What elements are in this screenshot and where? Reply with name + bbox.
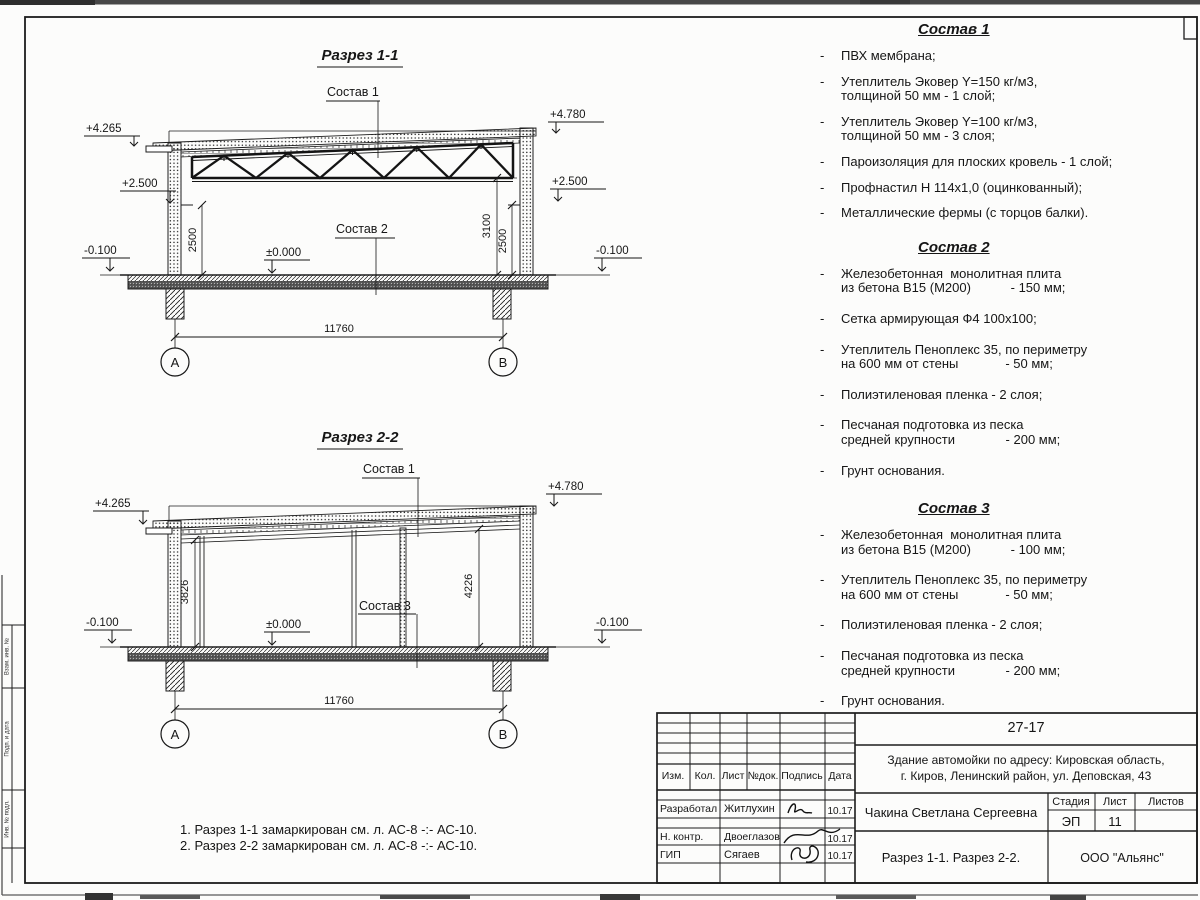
side-stamp-label: Инв. № подл.: [4, 800, 11, 838]
compose3-label: Состав 3: [359, 599, 411, 613]
dash: -: [820, 179, 825, 195]
list-item-text: Утеплитель Пеноплекс 35, по периметру: [841, 341, 1088, 357]
elevation-value: -0.100: [84, 245, 117, 257]
list-item-text: Песчаная подготовка из песка: [841, 648, 1024, 664]
list-item-text: Полиэтиленовая пленка - 2 слоя;: [841, 386, 1043, 402]
object-address-line2: г. Киров, Ленинский район, ул. Деповская, 43: [900, 769, 1152, 783]
foundation-pier: [493, 661, 511, 691]
list-item-text: на 600 мм от стены - 50 мм;: [841, 356, 1053, 372]
dash: -: [820, 648, 825, 664]
list-item: [788, 115, 1196, 144]
elevation-value: -0.100: [596, 245, 629, 257]
list-item: [788, 464, 1196, 479]
list-item-text: Пароизоляция для плоских кровель - 1 слой;: [841, 153, 1113, 169]
col-header-podpis: Подпись: [781, 770, 823, 782]
date-ncontrol: 10.17: [827, 834, 853, 845]
list-item: [788, 618, 1196, 633]
elevation-value: +4.265: [95, 498, 131, 510]
list-item-text: из бетона В15 (М200) - 100 мм;: [841, 541, 1066, 557]
list-item-text: Грунт основания.: [841, 693, 945, 709]
roof-edge-flashing: [146, 528, 172, 534]
side-stamp-label: Подп. и дата: [4, 721, 11, 757]
notes: [180, 822, 477, 853]
list-item: [788, 649, 1196, 678]
elevation-value: -0.100: [86, 617, 119, 629]
list-item-text: Железобетонная монолитная плита: [841, 265, 1062, 281]
elevation-value: ±0.000: [266, 619, 302, 631]
axes-and-span: [161, 319, 517, 376]
dash: -: [820, 153, 825, 169]
list-item: [788, 418, 1196, 447]
list-item-text: из бетона В15 (М200) - 150 мм;: [841, 280, 1066, 296]
list-item-text: Сетка армирующая Ф4 100х100;: [841, 310, 1037, 326]
stage-label: Стадия: [1052, 796, 1090, 808]
compose-1-heading: Состав 1: [918, 21, 990, 38]
company-name: ООО "Альянс": [1080, 851, 1164, 865]
col-header-data: Дата: [828, 770, 852, 782]
col-header-kol: Кол.: [694, 770, 716, 782]
list-item: [788, 75, 1196, 104]
dash: -: [820, 113, 825, 129]
section-1-1-title: Разрез 1-1: [321, 47, 399, 64]
floor-slab: [100, 275, 610, 319]
span-dim: 11760: [324, 323, 354, 335]
list-item-text: Железобетонная монолитная плита: [841, 527, 1062, 543]
dim-value: 2500: [497, 228, 509, 254]
list-item: [788, 528, 1196, 557]
date-developer: 10.17: [827, 806, 853, 817]
col-header-list: Лист: [721, 770, 745, 782]
list-item-text: Утеплитель Эковер Y=150 кг/м3,: [841, 73, 1038, 89]
list-item: [788, 155, 1196, 170]
list-item: [788, 573, 1196, 602]
dim-value: 3100: [481, 213, 493, 239]
role-developer: Разработал: [660, 803, 718, 815]
roof-edge-flashing: [146, 146, 172, 152]
list-item-text: Утеплитель Пеноплекс 35, по периметру: [841, 572, 1088, 588]
compose1-label: Состав 1: [363, 462, 415, 476]
sheet-number: 11: [1108, 814, 1122, 829]
name-ncontrol: Двоеглазов: [724, 831, 780, 843]
role-ncontrol: Н. контр.: [660, 831, 704, 843]
dash: -: [820, 265, 825, 281]
floor-slab: [100, 647, 610, 691]
compose1-label: Состав 1: [327, 85, 379, 99]
col-header-ndoc: №док.: [747, 770, 779, 782]
steel-truss: [192, 143, 513, 182]
dim-value: 4226: [463, 573, 475, 599]
list-item: [788, 312, 1196, 327]
dash: -: [820, 617, 825, 633]
list-item-text: толщиной 50 мм - 3 слоя;: [841, 128, 996, 144]
dash: -: [820, 693, 825, 709]
list-item: [788, 267, 1196, 296]
elevation-value: +4.265: [86, 123, 122, 135]
list-item-text: Песчаная подготовка из песка: [841, 417, 1024, 433]
axis-letter: В: [498, 355, 508, 370]
elevation-value: -0.100: [596, 617, 629, 629]
name-developer: Житлухин: [724, 803, 775, 815]
dash: -: [820, 310, 825, 326]
elevation-marks: [82, 109, 642, 273]
elevation-value: +2.500: [552, 176, 588, 188]
elevation-value: ±0.000: [266, 247, 302, 259]
elevation-value: +2.500: [122, 178, 158, 190]
axis-letter: В: [498, 727, 508, 742]
list-item: [788, 206, 1196, 221]
partitions: [200, 528, 406, 647]
axis-letter: А: [170, 355, 180, 370]
dash: -: [820, 462, 825, 478]
list-item: [788, 388, 1196, 403]
list-item: [788, 694, 1196, 709]
list-item-text: средней крупности - 200 мм;: [841, 431, 1061, 447]
signature-gip: [791, 846, 818, 862]
name-gip: Сягаев: [724, 849, 760, 861]
doc-code: 27-17: [1007, 720, 1045, 736]
vertical-dimensions: [179, 525, 483, 651]
sheets-label: Листов: [1148, 796, 1184, 808]
note-line: 1. Разрез 1-1 замаркирован см. л. АС-8 -:- АС-10.: [180, 822, 478, 837]
compose-2-heading: Состав 2: [918, 238, 990, 256]
list-item-text: Металлические фермы (с торцов балки).: [841, 205, 1089, 221]
dash: -: [820, 417, 825, 433]
roof: [146, 506, 536, 543]
col-header-izm: Изм.: [661, 770, 685, 782]
list-item-text: на 600 мм от стены - 50 мм;: [841, 586, 1053, 602]
signature-developer: [788, 804, 812, 813]
list-item-text: Полиэтиленовая пленка - 2 слоя;: [841, 617, 1043, 633]
person-name: Чакина Светлана Сергеевна: [864, 805, 1038, 820]
object-address-line1: Здание автомойки по адресу: Кировская область,: [887, 753, 1165, 767]
dash: -: [820, 48, 825, 63]
section-2-2-drawing: [84, 429, 642, 748]
list-item-text: средней крупности - 200 мм;: [841, 662, 1061, 678]
roof: [146, 128, 536, 157]
dim-value: 2500: [187, 227, 199, 253]
section-1-1-drawing: [82, 47, 642, 376]
dash: -: [820, 73, 825, 89]
sheet-title: Разрез 1-1. Разрез 2-2.: [881, 850, 1021, 865]
note-line: 2. Разрез 2-2 замаркирован см. л. АС-8 -:- АС-10.: [180, 837, 478, 853]
list-item-text: толщиной 50 мм - 1 слой;: [841, 88, 996, 104]
side-stamp: [2, 625, 25, 883]
list-item: [788, 181, 1196, 196]
elevation-value: +4.780: [550, 109, 586, 121]
axes-and-span: [161, 691, 517, 748]
sheet-label: Лист: [1103, 796, 1127, 808]
foundation-pier: [493, 289, 511, 319]
compose2-label: Состав 2: [336, 222, 388, 236]
dash: -: [820, 572, 825, 588]
dash: -: [820, 386, 825, 402]
elevation-value: +4.780: [548, 481, 584, 493]
compose-lists: [788, 21, 1196, 725]
list-item-text: Утеплитель Эковер Y=100 кг/м3,: [841, 113, 1038, 129]
span-dim: 11760: [324, 695, 354, 707]
list-item: [788, 343, 1196, 372]
list-item-text: ПВХ мембрана;: [841, 48, 936, 63]
foundation-pier: [166, 661, 184, 691]
section-2-2-title: Разрез 2-2: [321, 429, 399, 446]
date-gip: 10.17: [827, 851, 853, 862]
axis-letter: А: [170, 727, 180, 742]
role-gip: ГИП: [660, 849, 681, 861]
dim-value: 3826: [179, 579, 191, 605]
compose-3-heading: Состав 3: [918, 500, 990, 518]
foundation-pier: [166, 289, 184, 319]
dash: -: [820, 205, 825, 221]
side-stamp-label: Взам. инв. №: [4, 637, 11, 676]
list-item: [788, 49, 1196, 64]
dash: -: [820, 341, 825, 357]
list-item-text: Грунт основания.: [841, 462, 945, 478]
list-item-text: Профнастил Н 114х1,0 (оцинкованный);: [841, 179, 1083, 195]
dash: -: [820, 527, 825, 543]
stage-value: ЭП: [1061, 814, 1081, 829]
